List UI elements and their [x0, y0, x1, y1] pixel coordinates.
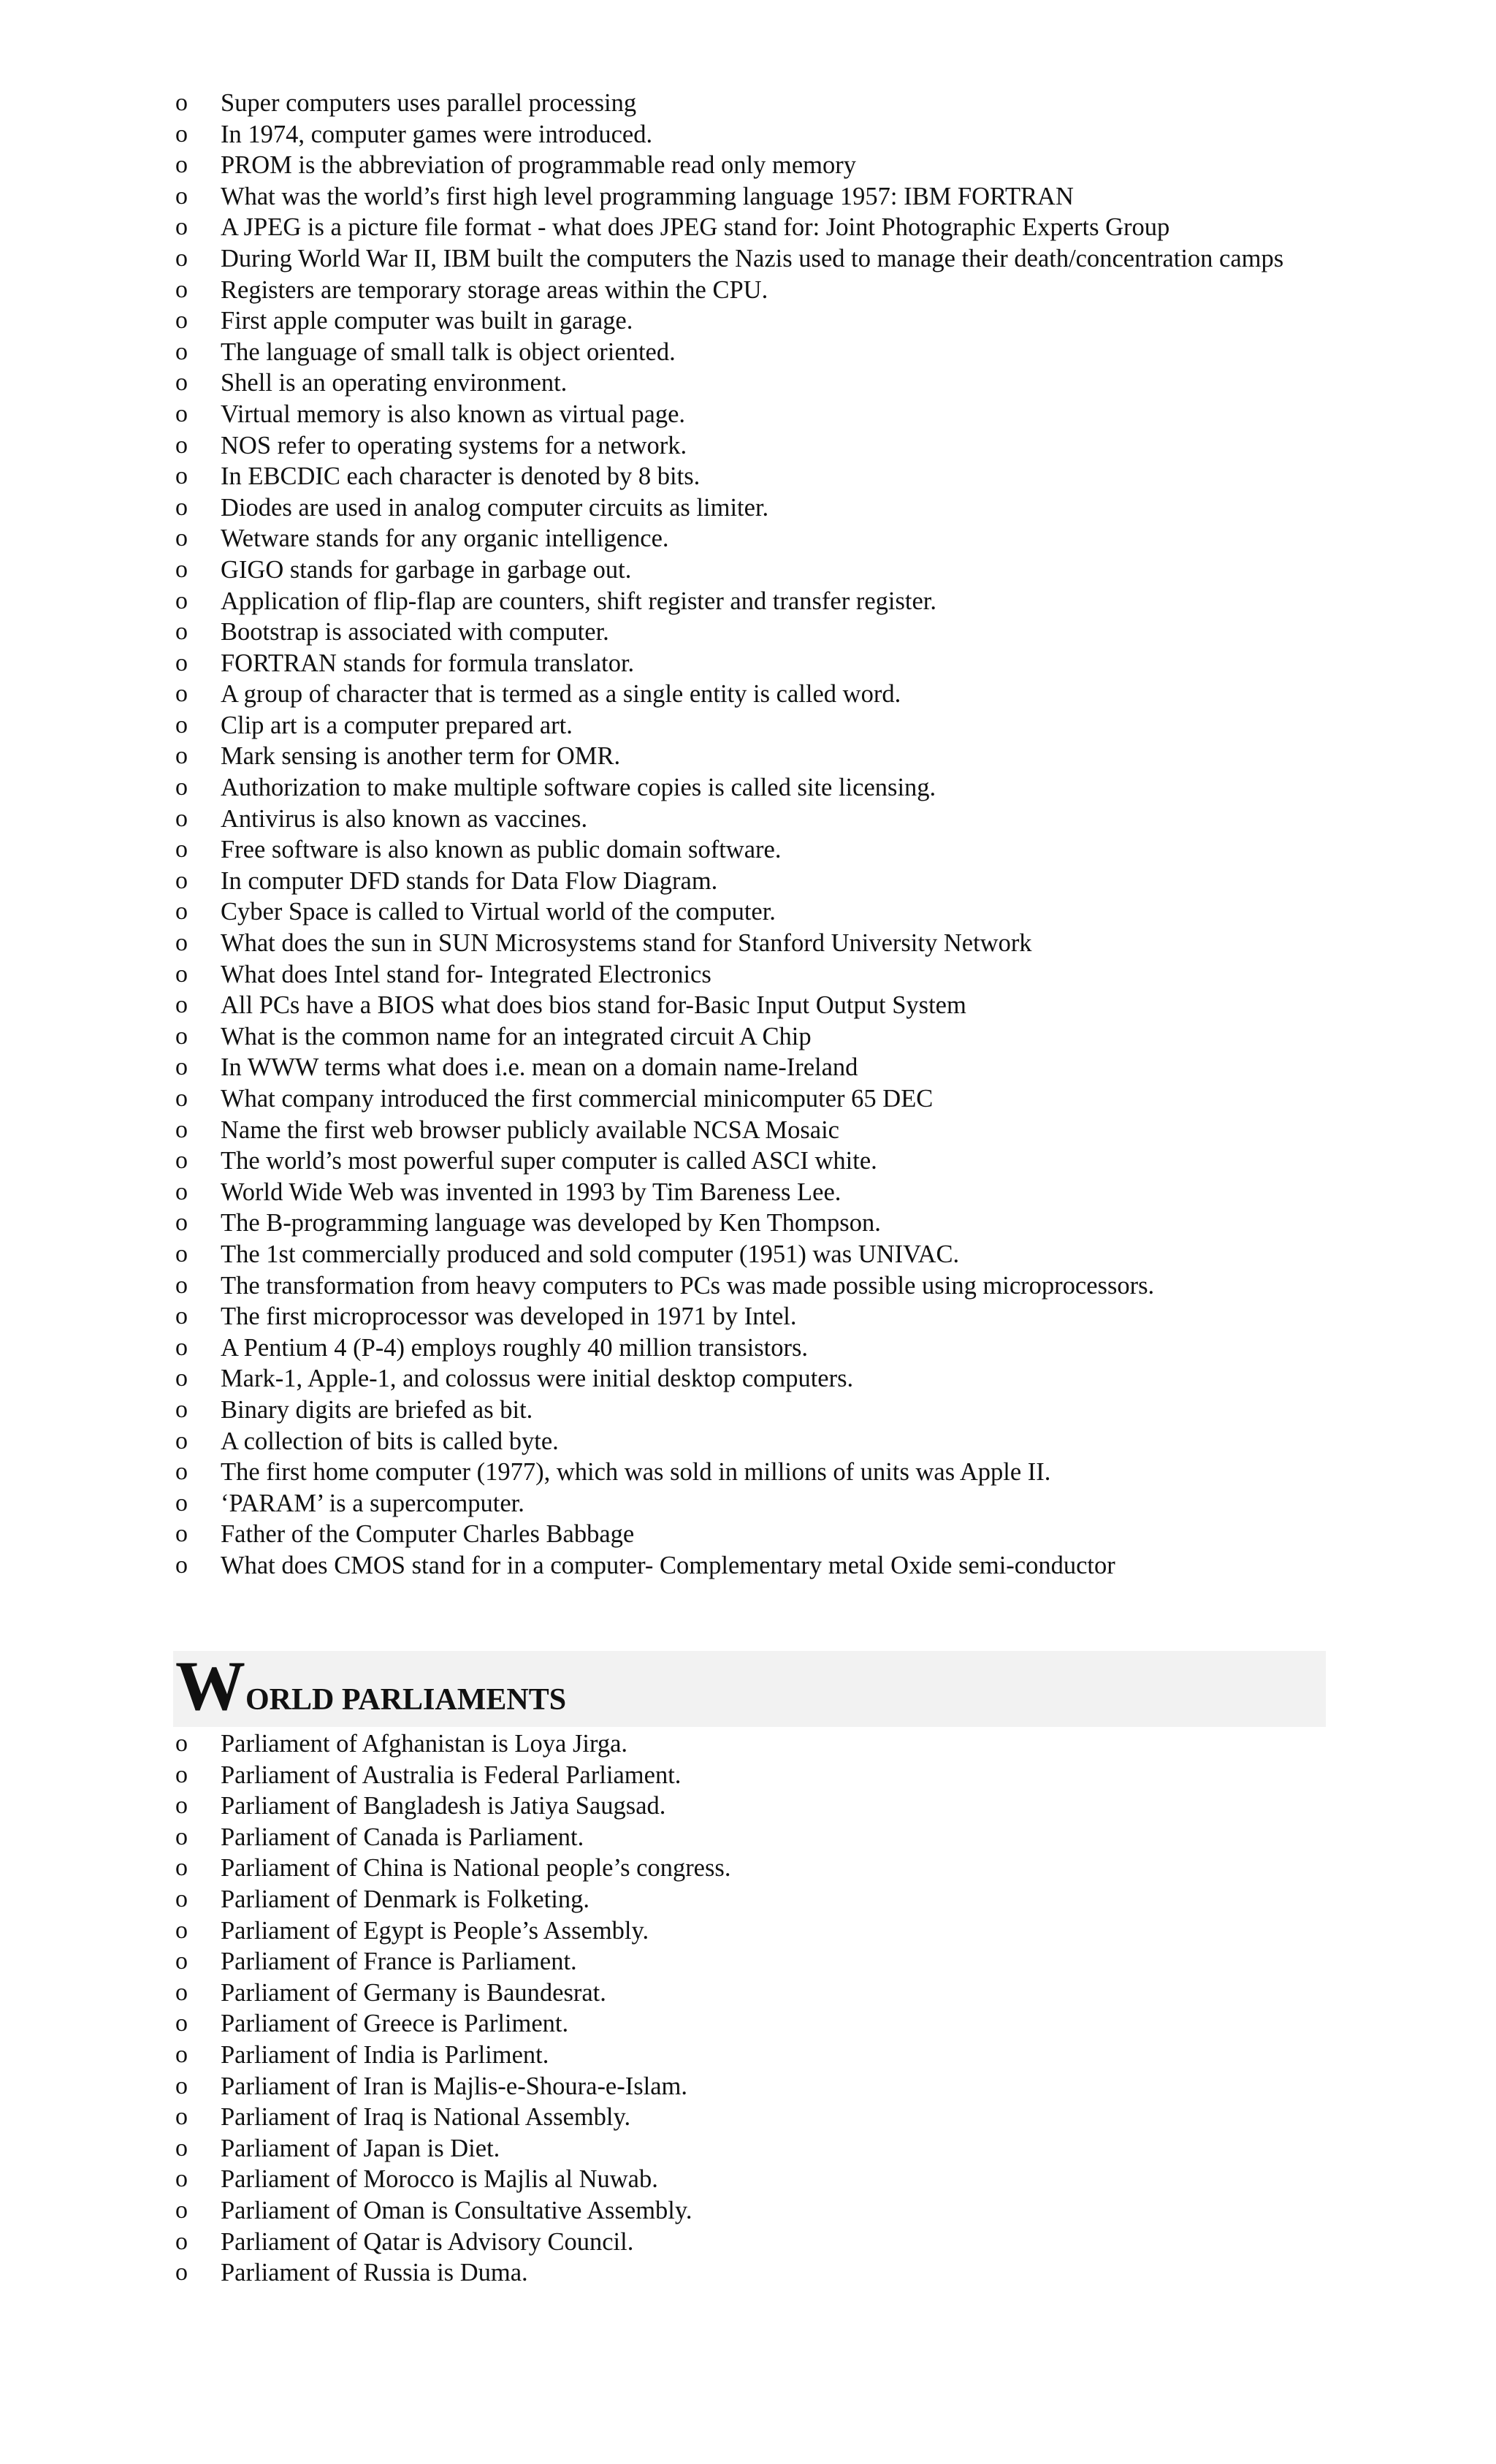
list-item	[0, 2102, 1496, 2133]
list-item-text: A Pentium 4 (P-4) employs roughly 40 million transistors.	[221, 1333, 809, 1362]
section-heading-initial: W	[175, 1647, 245, 1725]
bullet-icon: o	[175, 1333, 188, 1361]
bullet-icon: o	[175, 804, 188, 832]
list-item-text: Parliament of Australia is Federal Parliament.	[221, 1761, 682, 1789]
list-item	[0, 959, 1496, 991]
bullet-icon: o	[175, 866, 188, 894]
list-item	[0, 1822, 1496, 1853]
bullet-icon: o	[175, 1427, 188, 1454]
list-item	[0, 1363, 1496, 1395]
list-item	[0, 1052, 1496, 1083]
bullet-icon: o	[175, 525, 188, 552]
list-item-text: Mark-1, Apple-1, and colossus were initial desktop computers.	[221, 1365, 854, 1393]
list-item-text: Parliament of Qatar is Advisory Council.	[221, 2227, 634, 2256]
list-item	[0, 1853, 1496, 1884]
list-item-text: Parliament of Germany is Baundesrat.	[221, 1978, 606, 2007]
list-item	[0, 119, 1496, 150]
bullet-icon: o	[175, 2072, 188, 2099]
bullet-icon: o	[175, 742, 188, 770]
list-item-text: Diodes are used in analog computer circuits as limiter.	[221, 493, 769, 522]
list-item	[0, 181, 1496, 213]
list-item	[0, 1083, 1496, 1115]
bullet-icon: o	[175, 462, 188, 490]
list-item-text: Parliament of Egypt is People’s Assembly.	[221, 1916, 649, 1945]
bullet-icon: o	[175, 1178, 188, 1205]
list-item	[0, 1977, 1496, 2009]
bullet-icon: o	[175, 2165, 188, 2193]
bullet-icon: o	[175, 1730, 188, 1757]
bullet-icon: o	[175, 2134, 188, 2162]
list-item	[0, 1021, 1496, 1053]
list-item-text: Cyber Space is called to Virtual world of the computer.	[221, 898, 776, 926]
list-item-text: Application of flip-flap are counters, shift register and transfer register.	[221, 587, 937, 615]
list-item	[0, 2040, 1496, 2071]
list-item	[0, 1457, 1496, 1488]
list-item-text: Parliament of Morocco is Majlis al Nuwab.	[221, 2165, 658, 2194]
bullet-icon: o	[175, 991, 188, 1019]
bullet-icon: o	[175, 431, 188, 459]
list-item	[0, 586, 1496, 617]
bullet-icon: o	[175, 1948, 188, 1975]
bullet-icon: o	[175, 369, 188, 397]
bullet-icon: o	[175, 2227, 188, 2255]
list-item-text: First apple computer was built in garage.	[221, 307, 633, 335]
bullet-icon: o	[175, 307, 188, 335]
list-item	[0, 896, 1496, 928]
list-item	[0, 1884, 1496, 1915]
list-item	[0, 305, 1496, 337]
bullet-icon: o	[175, 1916, 188, 1944]
list-item	[0, 1145, 1496, 1177]
list-item	[0, 243, 1496, 275]
bullet-icon: o	[175, 1085, 188, 1112]
bullet-icon: o	[175, 2103, 188, 2131]
list-item	[0, 492, 1496, 524]
list-item	[0, 1426, 1496, 1457]
bullet-icon: o	[175, 1115, 188, 1143]
list-item	[0, 866, 1496, 897]
list-item-text: Binary digits are briefed as bit.	[221, 1395, 533, 1424]
list-item	[0, 1488, 1496, 1519]
list-item-text: The first home computer (1977), which was sold in millions of units was Apple II.	[221, 1458, 1051, 1487]
list-item	[0, 1177, 1496, 1208]
bullet-icon: o	[175, 680, 188, 708]
bullet-icon: o	[175, 898, 188, 926]
list-item	[0, 2133, 1496, 2164]
list-item-text: Parliament of Canada is Parliament.	[221, 1823, 584, 1851]
bullet-icon: o	[175, 1240, 188, 1267]
list-item-text: All PCs have a BIOS what does bios stand for-Basic Input Output System	[221, 991, 966, 1020]
list-item-text: Parliament of Iraq is National Assembly.	[221, 2103, 631, 2132]
bullet-icon: o	[175, 1854, 188, 1882]
list-item-text: Bootstrap is associated with computer.	[221, 618, 609, 646]
bullet-icon: o	[175, 2010, 188, 2037]
list-item	[0, 430, 1496, 462]
list-item-text: Parliament of China is National people’s congress.	[221, 1854, 731, 1883]
list-item-text: Free software is also known as public domain software.	[221, 836, 782, 864]
list-item-text: A group of character that is termed as a single entity is called word.	[221, 680, 901, 709]
list-item-text: The world’s most powerful super computer is called ASCI white.	[221, 1147, 877, 1175]
list-item-text: Parliament of Oman is Consultative Assembly.	[221, 2196, 692, 2224]
bullet-icon: o	[175, 400, 188, 427]
bullet-icon: o	[175, 1302, 188, 1330]
bullet-icon: o	[175, 2259, 188, 2286]
bullet-icon: o	[175, 1823, 188, 1850]
list-item-text: Parliament of Iran is Majlis-e-Shoura-e-Islam.	[221, 2072, 688, 2100]
list-item	[0, 337, 1496, 368]
bullet-icon: o	[175, 836, 188, 863]
list-item	[0, 367, 1496, 399]
list-item-text: What was the world’s first high level programming language 1957: IBM FORTRAN	[221, 182, 1074, 210]
list-item	[0, 617, 1496, 648]
list-item	[0, 523, 1496, 554]
list-item-text: Name the first web browser publicly available NCSA Mosaic	[221, 1115, 839, 1144]
list-item-text: Shell is an operating environment.	[221, 369, 568, 397]
list-item-text: Parliament of Russia is Duma.	[221, 2259, 528, 2287]
bullet-icon: o	[175, 1365, 188, 1392]
list-item-text: Parliament of Japan is Diet.	[221, 2134, 500, 2162]
list-item-text: Parliament of France is Parliament.	[221, 1948, 577, 1976]
list-item	[0, 1519, 1496, 1550]
list-item-text: Parliament of Denmark is Folketing.	[221, 1885, 589, 1913]
bullet-icon: o	[175, 1271, 188, 1299]
list-item	[0, 2164, 1496, 2195]
list-item-text: What does Intel stand for- Integrated Electronics	[221, 960, 711, 988]
list-item-text: Wetware stands for any organic intelligence.	[221, 525, 669, 553]
bullet-icon: o	[175, 1551, 188, 1579]
list-item-text: What is the common name for an integrated circuit A Chip	[221, 1022, 812, 1050]
list-item-text: PROM is the abbreviation of programmable read only memory	[221, 151, 856, 180]
bullet-icon: o	[175, 1147, 188, 1175]
list-item	[0, 88, 1496, 119]
bullet-icon: o	[175, 151, 188, 179]
list-item	[0, 1332, 1496, 1364]
list-item	[0, 648, 1496, 679]
list-item	[0, 2257, 1496, 2289]
list-item-text: In computer DFD stands for Data Flow Diagram.	[221, 866, 718, 895]
list-item	[0, 1946, 1496, 1977]
list-item-text: NOS refer to operating systems for a network.	[221, 431, 687, 459]
bullet-icon: o	[175, 618, 188, 646]
list-item-text: Parliament of India is Parliment.	[221, 2040, 549, 2069]
bullet-icon: o	[175, 1022, 188, 1050]
section-heading-rest: ORLD PARLIAMENTS	[245, 1683, 567, 1717]
bullet-icon: o	[175, 1978, 188, 2006]
bullet-icon: o	[175, 1395, 188, 1423]
bullet-icon: o	[175, 929, 188, 957]
list-item-text: Antivirus is also known as vaccines.	[221, 804, 588, 833]
list-item-text: In EBCDIC each character is denoted by 8 bits.	[221, 462, 701, 491]
bullet-icon: o	[175, 711, 188, 739]
list-item	[0, 1239, 1496, 1270]
list-item	[0, 1550, 1496, 1582]
list-item	[0, 2008, 1496, 2040]
list-item	[0, 1915, 1496, 1947]
list-item	[0, 461, 1496, 492]
list-item-text: World Wide Web was invented in 1993 by Tim Bareness Lee.	[221, 1178, 842, 1206]
bullet-icon: o	[175, 1489, 188, 1517]
bullet-icon: o	[175, 1792, 188, 1820]
list-item-text: A collection of bits is called byte.	[221, 1427, 559, 1455]
bullet-icon: o	[175, 182, 188, 210]
bullet-icon: o	[175, 1053, 188, 1081]
bullet-icon: o	[175, 1520, 188, 1548]
bullet-icon: o	[175, 649, 188, 676]
list-item-text: Registers are temporary storage areas within the CPU.	[221, 275, 768, 304]
bullet-icon: o	[175, 2040, 188, 2068]
list-item	[0, 1395, 1496, 1426]
list-item	[0, 834, 1496, 866]
bullet-icon: o	[175, 1885, 188, 1912]
bullet-icon: o	[175, 337, 188, 365]
list-item-text: Super computers uses parallel processing	[221, 89, 637, 117]
list-item-text: FORTRAN stands for formula translator.	[221, 649, 635, 677]
list-item	[0, 1115, 1496, 1146]
bullet-icon: o	[175, 275, 188, 303]
list-item-text: ‘PARAM’ is a supercomputer.	[221, 1489, 524, 1517]
list-item	[0, 2227, 1496, 2258]
list-item-text: Parliament of Afghanistan is Loya Jirga.	[221, 1730, 628, 1758]
list-item	[0, 1728, 1496, 1760]
list-item	[0, 554, 1496, 586]
list-item-text: The first microprocessor was developed in 1971 by Intel.	[221, 1302, 797, 1331]
list-item-text: Clip art is a computer prepared art.	[221, 711, 573, 739]
list-item-text: What does CMOS stand for in a computer- Complementary metal Oxide semi-conductor	[221, 1551, 1115, 1579]
bullet-icon: o	[175, 1761, 188, 1788]
list-item	[0, 928, 1496, 959]
list-item	[0, 804, 1496, 835]
list-item-text: The 1st commercially produced and sold computer (1951) was UNIVAC.	[221, 1240, 960, 1268]
list-item-text: What does the sun in SUN Microsystems stand for Stanford University Network	[221, 929, 1032, 958]
list-item	[0, 710, 1496, 741]
list-item-text: Father of the Computer Charles Babbage	[221, 1520, 635, 1549]
list-item	[0, 1208, 1496, 1239]
list-item	[0, 150, 1496, 181]
list-item-text: In 1974, computer games were introduced.	[221, 120, 653, 148]
list-item-text: Mark sensing is another term for OMR.	[221, 742, 621, 771]
list-item-text: Parliament of Bangladesh is Jatiya Saugsad.	[221, 1792, 666, 1820]
list-item-text: During World War II, IBM built the computers the Nazis used to manage their death/concentration camps	[221, 244, 1284, 272]
list-item	[0, 2195, 1496, 2227]
list-item	[0, 990, 1496, 1021]
list-item-text: Parliament of Greece is Parliment.	[221, 2010, 569, 2038]
computer-facts-list	[0, 88, 1496, 1582]
list-item	[0, 772, 1496, 804]
bullet-icon: o	[175, 587, 188, 614]
bullet-icon: o	[175, 1209, 188, 1237]
bullet-icon: o	[175, 960, 188, 988]
bullet-icon: o	[175, 89, 188, 116]
list-item	[0, 1760, 1496, 1791]
list-item	[0, 1301, 1496, 1332]
world-parliaments-list	[0, 1728, 1496, 2289]
list-item	[0, 399, 1496, 430]
bullet-icon: o	[175, 120, 188, 148]
bullet-icon: o	[175, 213, 188, 241]
list-item	[0, 212, 1496, 243]
bullet-icon: o	[175, 774, 188, 801]
list-item	[0, 1270, 1496, 1302]
list-item-text: The B-programming language was developed by Ken Thompson.	[221, 1209, 881, 1237]
list-item	[0, 2071, 1496, 2102]
bullet-icon: o	[175, 244, 188, 272]
list-item	[0, 679, 1496, 710]
list-item-text: Authorization to make multiple software copies is called site licensing.	[221, 774, 936, 802]
list-item-text: GIGO stands for garbage in garbage out.	[221, 555, 632, 584]
list-item-text: The language of small talk is object oriented.	[221, 337, 676, 366]
list-item-text: What company introduced the first commercial minicomputer 65 DEC	[221, 1085, 934, 1113]
bullet-icon: o	[175, 555, 188, 583]
bullet-icon: o	[175, 2196, 188, 2224]
list-item-text: Virtual memory is also known as virtual page.	[221, 400, 686, 428]
bullet-icon: o	[175, 1458, 188, 1486]
list-item-text: The transformation from heavy computers to PCs was made possible using microprocessors.	[221, 1271, 1155, 1300]
list-item	[0, 1790, 1496, 1822]
list-item-text: In WWW terms what does i.e. mean on a domain name-Ireland	[221, 1053, 858, 1082]
bullet-icon: o	[175, 493, 188, 521]
section-heading	[175, 1647, 567, 1727]
list-item	[0, 275, 1496, 306]
list-item	[0, 741, 1496, 772]
list-item-text: A JPEG is a picture file format - what does JPEG stand for: Joint Photographic Experts Group	[221, 213, 1170, 242]
